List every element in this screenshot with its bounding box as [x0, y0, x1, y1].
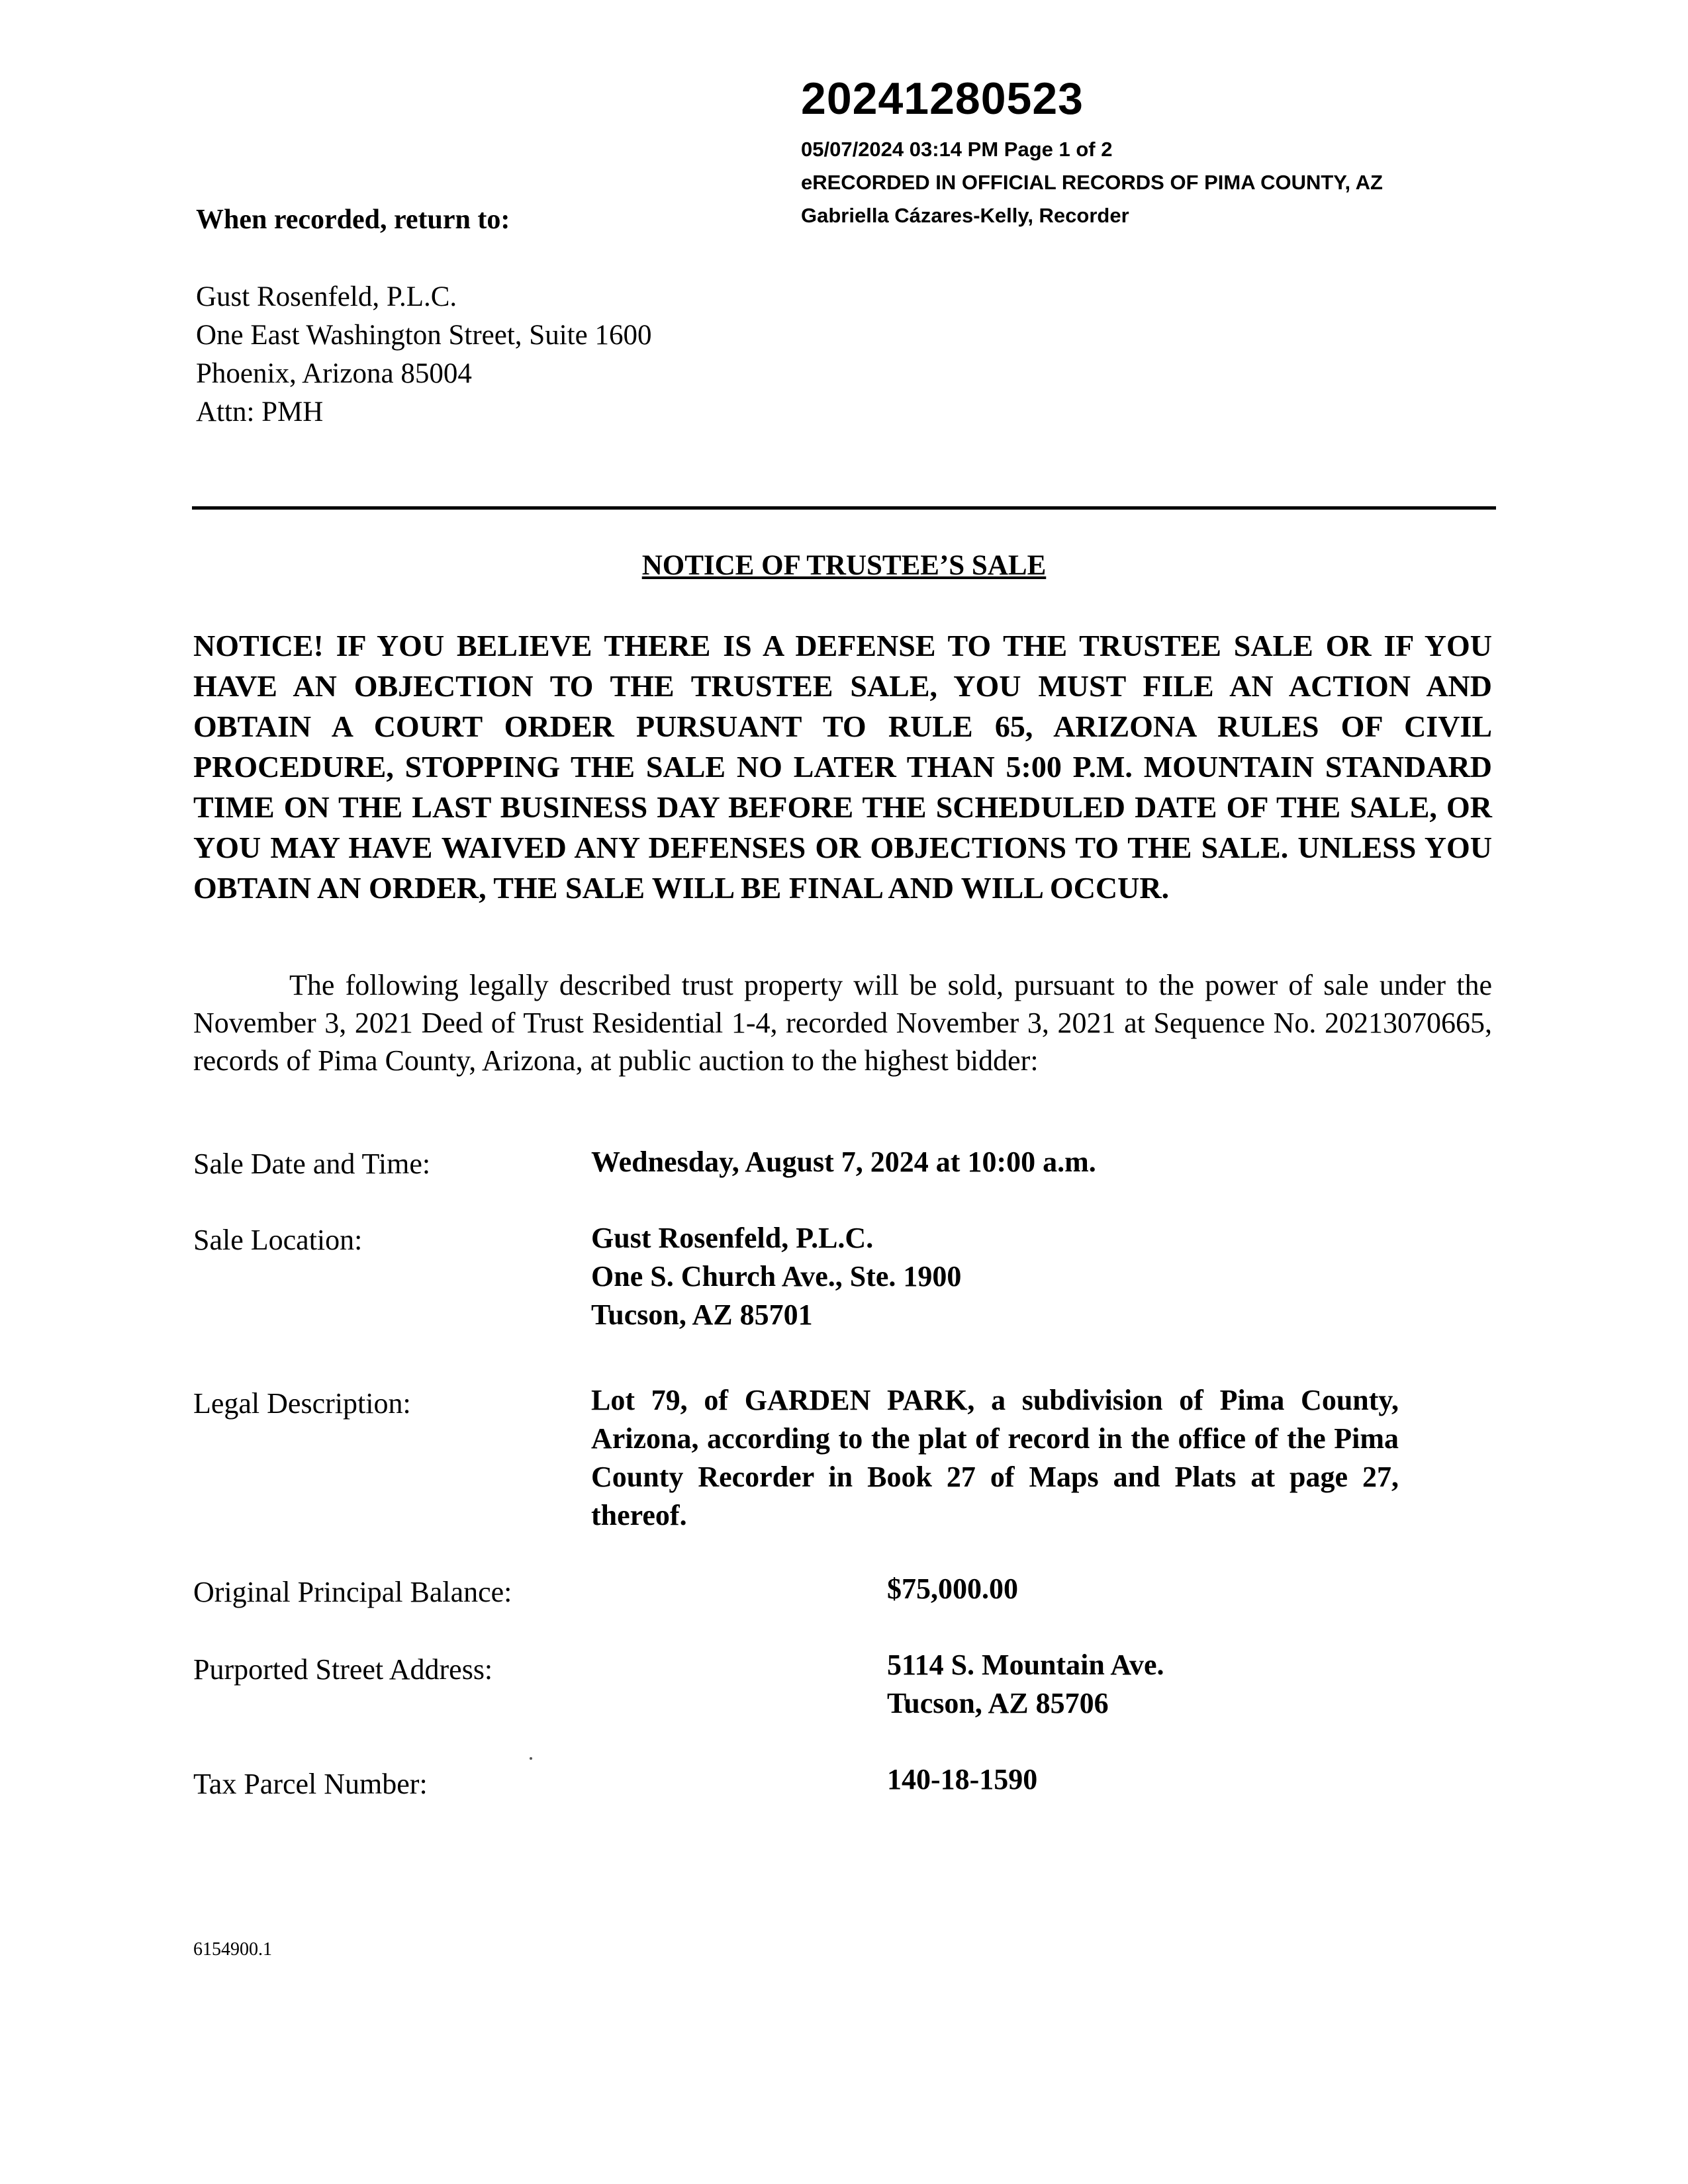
- street-address-line: 5114 S. Mountain Ave.: [887, 1649, 1164, 1681]
- scan-speck: [530, 1757, 532, 1760]
- street-address-label: Purported Street Address:: [193, 1653, 493, 1686]
- recording-datetime-page: 05/07/2024 03:14 PM Page 1 of 2: [801, 138, 1113, 161]
- recorder-name: Gabriella Cázares-Kelly, Recorder: [801, 204, 1129, 227]
- principal-balance-value: $75,000.00: [887, 1572, 1018, 1605]
- legal-description-value: Lot 79, of GARDEN PARK, a subdivision of Pima County, Arizona, according to the plat of record in the office of the Pima County Recorder in Book 27 of Maps and Plats at page 27, thereof.: [591, 1384, 1399, 1531]
- horizontal-divider: [192, 506, 1496, 510]
- sale-date-label: Sale Date and Time:: [193, 1148, 431, 1180]
- street-address-value: [887, 1646, 1164, 1723]
- recording-office-line: eRECORDED IN OFFICIAL RECORDS OF PIMA COUNTY, AZ: [801, 171, 1383, 194]
- recording-number: 20241280523: [801, 73, 1084, 124]
- principal-balance-label: Original Principal Balance:: [193, 1576, 512, 1608]
- sale-location-label: Sale Location:: [193, 1224, 363, 1256]
- return-to-heading: When recorded, return to:: [196, 205, 510, 235]
- sale-date-value: Wednesday, August 7, 2024 at 10:00 a.m.: [591, 1146, 1096, 1178]
- address-line: Phoenix, Arizona 85004: [196, 358, 472, 389]
- document-title: NOTICE OF TRUSTEE’S SALE: [641, 550, 1047, 581]
- notice-warning-paragraph: NOTICE! IF YOU BELIEVE THERE IS A DEFENSE TO THE TRUSTEE SALE OR IF YOU HAVE AN OBJECTION TO THE TRUSTEE SALE, YOU MUST FILE AN ACTION AND OBTAIN A COURT ORDER PURSUANT TO RULE 65, ARIZONA RULES OF CIVIL PROCEDURE, STOPPING THE SALE NO LATER THAN 5:00 P.M. MOUNTAIN STANDARD TIME ON THE LAST BUSINESS DAY BEFORE THE SCHEDULED DATE OF THE SALE, OR YOU MAY HAVE WAIVED ANY DEFENSES OR OBJECTIONS TO THE SALE. UNLESS YOU OBTAIN AN ORDER, THE SALE WILL BE FINAL AND WILL OCCUR.: [193, 629, 1492, 905]
- return-to-address: [196, 278, 651, 432]
- tax-parcel-label: Tax Parcel Number:: [193, 1768, 428, 1800]
- intro-paragraph: The following legally described trust property will be sold, pursuant to the power of sale under the November 3, 2021 Deed of Trust Residential 1-4, recorded November 3, 2021 at Sequence No. 20213070665, records of Pima County, Arizona, at public auction to the highest bidder:: [193, 969, 1492, 1077]
- address-line: One East Washington Street, Suite 1600: [196, 320, 652, 351]
- address-line: Gust Rosenfeld, P.L.C.: [196, 281, 457, 312]
- document-number: 6154900.1: [193, 1939, 272, 1960]
- street-address-line: Tucson, AZ 85706: [887, 1687, 1109, 1719]
- address-line: Attn: PMH: [196, 396, 324, 428]
- tax-parcel-value: 140-18-1590: [887, 1763, 1038, 1796]
- sale-location-line: Gust Rosenfeld, P.L.C.: [591, 1222, 874, 1254]
- legal-description-label: Legal Description:: [193, 1387, 411, 1420]
- sale-location-value: [591, 1219, 961, 1334]
- sale-location-line: Tucson, AZ 85701: [591, 1298, 813, 1331]
- sale-location-line: One S. Church Ave., Ste. 1900: [591, 1260, 962, 1293]
